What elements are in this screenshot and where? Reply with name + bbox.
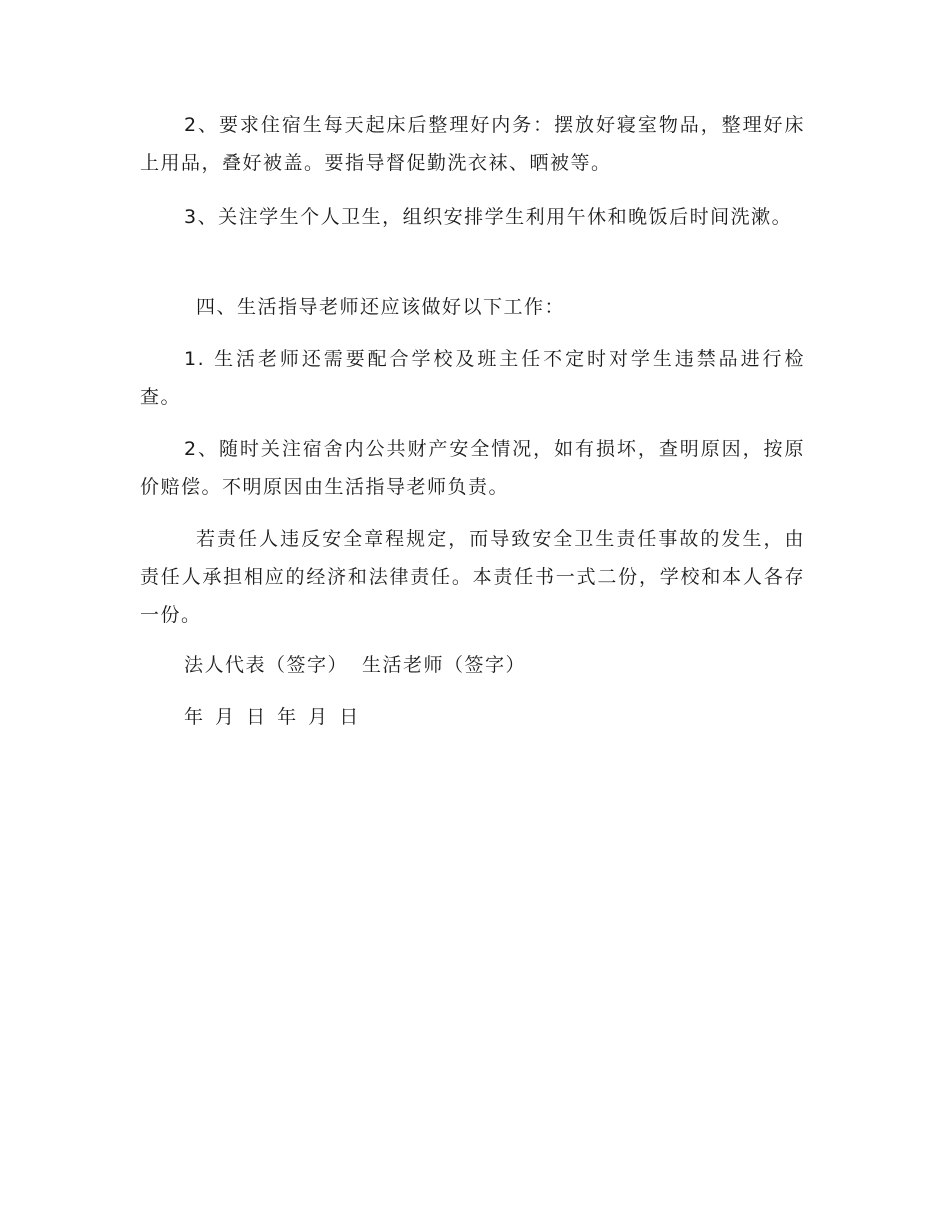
section-heading-teacher-duties: 四、生活指导老师还应该做好以下工作： [196, 296, 566, 318]
paragraph-property-safety: 2、随时关注宿舍内公共财产安全情况，如有损坏，查明原因，按原价赔偿。不明原因由生活指导老师负责。 [140, 438, 805, 498]
paragraph-personal-hygiene: 3、关注学生个人卫生，组织安排学生利用午休和晚饭后时间洗漱。 [184, 206, 793, 228]
life-teacher-signature-label: 生活老师（签字） [362, 654, 527, 676]
paragraph-dormitory-housekeeping: 2、要求住宿生每天起床后整理好内务：摆放好寝室物品，整理好床上用品，叠好被盖。要指导督促勤洗衣袜、晒被等。 [140, 114, 805, 174]
paragraph-contraband-check: 1. 生活老师还需要配合学校及班主任不定时对学生违禁品进行检查。 [140, 348, 805, 408]
date-line: 年 月 日 年 月 日 [184, 706, 362, 728]
legal-rep-signature-label: 法人代表（签字） [184, 654, 349, 676]
signature-line [140, 646, 805, 684]
paragraph-liability-clause: 若责任人违反安全章程规定，而导致安全卫生责任事故的发生，由责任人承担相应的经济和法律责任。本责任书一式二份，学校和本人各存一份。 [140, 528, 805, 626]
